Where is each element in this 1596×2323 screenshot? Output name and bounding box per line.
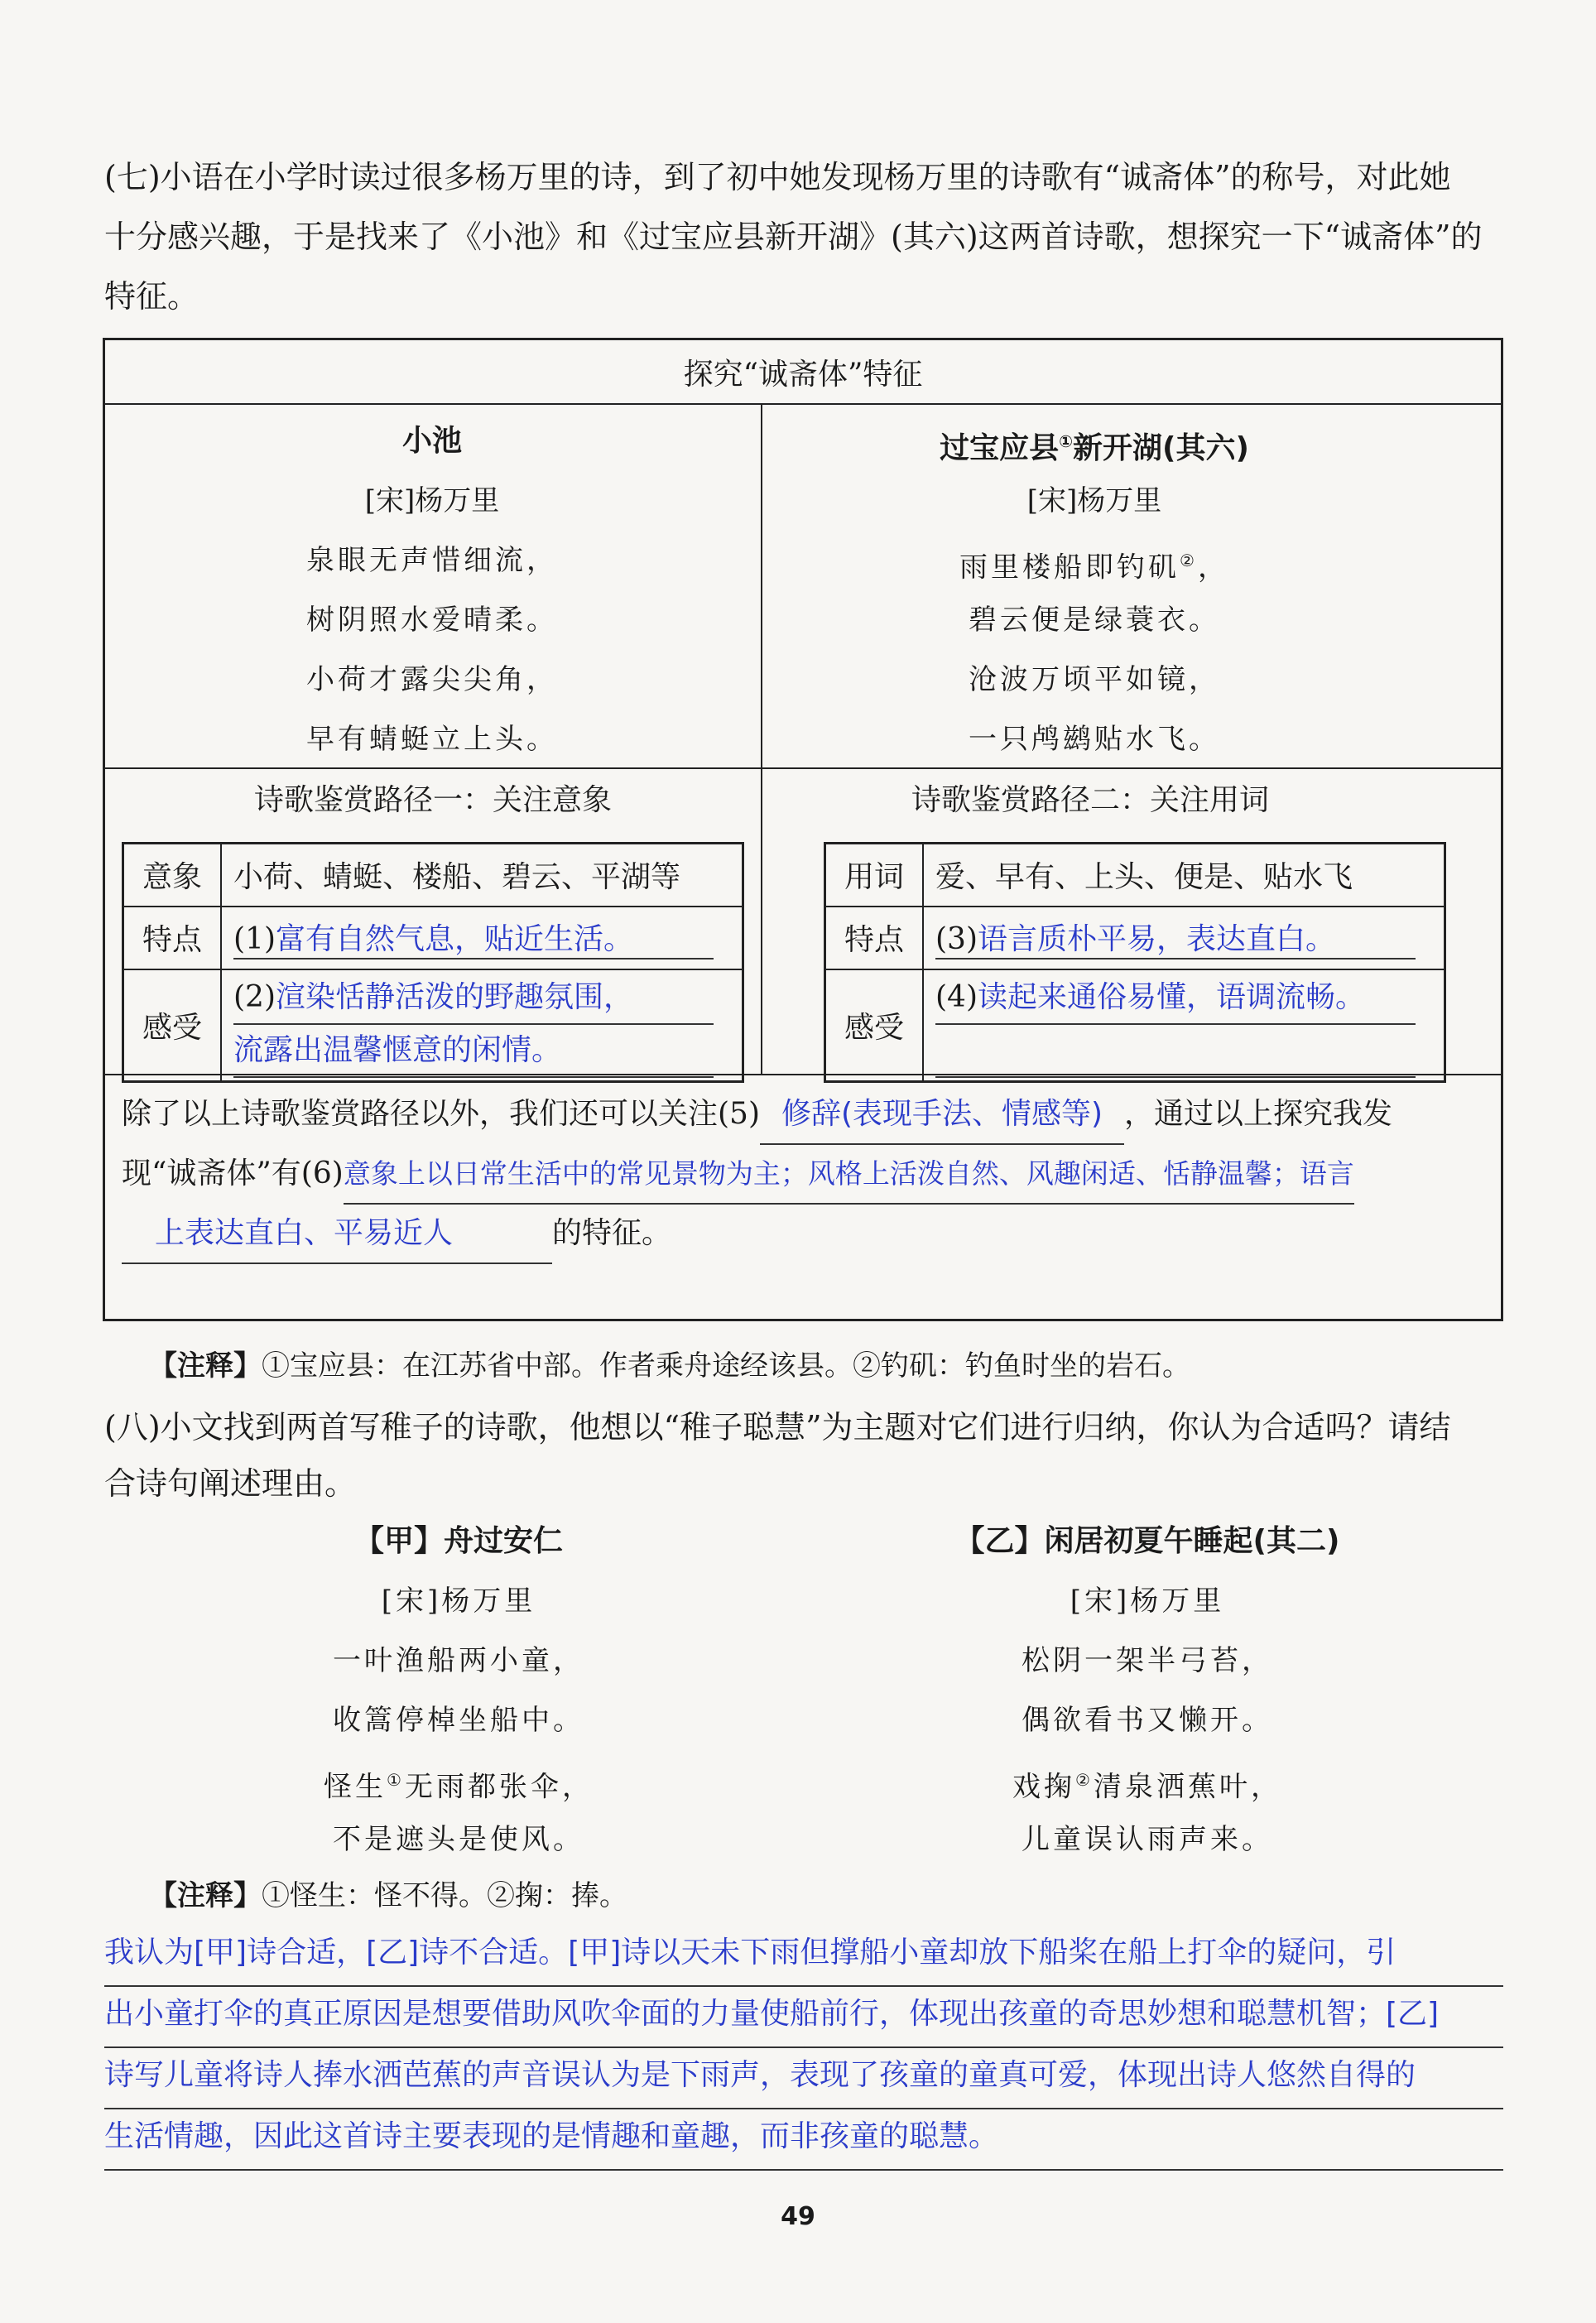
poem-title: 【甲】舟过安仁 [353, 1524, 563, 1558]
summary-text: ，通过以上探究我发 [1124, 1097, 1393, 1131]
summary-text: 的特征。 [552, 1216, 672, 1250]
row-key: 特点 [123, 907, 222, 969]
footnote-2 [149, 1873, 627, 1913]
poem-line: 早有蜻蜓立上头。 [306, 723, 558, 756]
answer-blank-4 [923, 969, 1445, 1082]
poem-xiaochi [105, 411, 759, 769]
poem-line: 泉眼无声惜细流， [306, 544, 558, 577]
poem-line [767, 531, 1421, 590]
q8-line: (八)小文找到两首写稚子的诗歌，他想以“稚子聪慧”为主题对它们进行归纳，你认为合适吗？请结 [104, 1409, 1451, 1445]
summary-paragraph [122, 1085, 1488, 1264]
poem-author: [宋]杨万里 [1070, 1585, 1225, 1618]
divider [761, 403, 762, 1074]
blank-number: (1) [233, 922, 276, 956]
poem-line: 小荷才露尖尖角， [306, 663, 558, 696]
answer-5: 修辞(表现手法、情感等) [781, 1097, 1103, 1131]
poem-line: 收篙停棹坐船中。 [333, 1704, 584, 1737]
answer-line: 生活情趣，因此这首诗主要表现的是情趣和童趣，而非孩童的聪慧。 [104, 2109, 1503, 2171]
summary-line-2 [122, 1145, 1488, 1205]
path2-heading: 诗歌鉴赏路径二：关注用词 [911, 783, 1269, 817]
path1-table [122, 842, 744, 1083]
row-key: 感受 [123, 969, 222, 1082]
exploration-table [103, 338, 1503, 1321]
path1-heading: 诗歌鉴赏路径一：关注意象 [253, 783, 612, 817]
poem-author: [宋]杨万里 [364, 484, 500, 517]
poem-line-part: ， [1197, 551, 1229, 584]
row-key: 意象 [123, 844, 222, 907]
poem-yi [858, 1512, 1437, 1869]
poem-author: [宋]杨万里 [1026, 484, 1162, 517]
note-label: 【注释】 [149, 1879, 262, 1912]
poem-title-part: 新开湖(其六) [1073, 431, 1249, 465]
footnote-marker: ② [1180, 551, 1198, 570]
word-list: 爱、早有、上头、便是、贴水飞 [923, 844, 1445, 907]
table-caption: 探究“诚斋体”特征 [683, 358, 923, 392]
answer-line: 出小童打伞的真正原因是想要借助风吹伞面的力量使船前行，体现出孩童的奇思妙想和聪慧机智；[乙] [104, 1987, 1503, 2048]
intro-line: 十分感兴趣，于是找来了《小池》和《过宝应县新开湖》(其六)这两首诗歌，想探究一下“诚斋体”的 [104, 219, 1483, 255]
intro-line: (七)小语在小学时读过很多杨万里的诗，到了初中她发现杨万里的诗歌有“诚斋体”的称号，对此她 [104, 159, 1451, 195]
row-key: 用词 [825, 844, 924, 907]
poem-line: 树阴照水爱晴柔。 [306, 604, 558, 637]
answer-text: 语言质朴平易，表达直白。 [978, 922, 1336, 956]
blank-number: (3) [935, 922, 978, 956]
answer-blank-2 [221, 969, 743, 1082]
question-8-answer [104, 1926, 1503, 2171]
answer-blank-1 [221, 907, 743, 969]
page-number: 49 [781, 2202, 815, 2231]
blank-number: (4) [935, 980, 978, 1015]
poem-author: [宋]杨万里 [381, 1585, 536, 1618]
poem-line-part: 怪生 [324, 1770, 387, 1804]
poem-line-part: 清泉洒蕉叶， [1093, 1770, 1282, 1804]
poem-line: 沧波万顷平如镜， [969, 663, 1220, 696]
answer-6: 意象上以日常生活中的常见景物为主；风格上活泼自然、风趣闲适、恬静温馨；语言 [343, 1157, 1354, 1190]
poem-line: 一只鸬鹚贴水飞。 [969, 723, 1220, 756]
answer-line: 诗写儿童将诗人捧水洒芭蕉的声音误认为是下雨声，表现了孩童的童真可爱，体现出诗人悠然自得的 [104, 2048, 1503, 2109]
q8-line: 合诗句阐述理由。 [104, 1465, 357, 1502]
poem-line: 一叶渔船两小童， [333, 1644, 584, 1677]
row-key: 感受 [825, 969, 924, 1082]
poem-line: 碧云便是绿蓑衣。 [969, 604, 1220, 637]
path2-table [824, 842, 1446, 1083]
footnote-1 [149, 1343, 1190, 1383]
answer-6-cont: 上表达直白、平易近人 [155, 1216, 454, 1250]
divider [105, 403, 1501, 405]
imagery-list: 小荷、蜻蜓、楼船、碧云、平湖等 [221, 844, 743, 907]
note-label: 【注释】 [149, 1349, 262, 1383]
poem-title [767, 411, 1421, 471]
note-text: ①宝应县：在江苏省中部。作者乘舟途经该县。②钓矶：钓鱼时坐的岩石。 [262, 1349, 1190, 1383]
footnote-marker: ② [1075, 1770, 1094, 1790]
poem-title-part: 过宝应县 [940, 431, 1060, 465]
answer-blank-3 [923, 907, 1445, 969]
poem-jia [169, 1512, 748, 1869]
summary-line-3 [122, 1205, 1488, 1264]
poem-title: 【乙】闲居初夏午睡起(其二) [954, 1524, 1340, 1558]
intro-line: 特征。 [104, 278, 200, 315]
poem-line: 松阴一架半弓苔， [1022, 1644, 1273, 1677]
poem-line [169, 1750, 748, 1810]
answer-text: 读起来通俗易懂，语调流畅。 [978, 980, 1366, 1015]
poem-title: 小池 [401, 424, 462, 458]
blank-number: (2) [233, 980, 276, 1015]
answer-text: 富有自然气息，贴近生活。 [276, 922, 634, 956]
poem-line-part: 戏掬 [1012, 1770, 1076, 1804]
answer-text: 渲染恬静活泼的野趣氛围， [276, 980, 634, 1015]
poem-line-part: 无雨都张伞， [404, 1770, 594, 1804]
question-7-intro [104, 147, 1512, 326]
poem-line-part: 雨里楼船即钓矶 [959, 551, 1180, 584]
divider [105, 1074, 1501, 1075]
poem-line: 儿童误认雨声来。 [1022, 1823, 1273, 1856]
summary-text: 除了以上诗歌鉴赏路径以外，我们还可以关注(5) [122, 1097, 760, 1131]
poem-line: 偶欲看书又懒开。 [1022, 1704, 1273, 1737]
summary-line-1 [122, 1085, 1488, 1145]
question-8-intro [104, 1399, 1512, 1512]
row-key: 特点 [825, 907, 924, 969]
footnote-marker: ① [387, 1770, 405, 1790]
poem-line: 不是遮头是使风。 [333, 1823, 584, 1856]
summary-text: 现“诚斋体”有(6) [122, 1157, 344, 1190]
note-text: ①怪生：怪不得。②掬：捧。 [262, 1879, 627, 1912]
answer-line: 我认为[甲]诗合适，[乙]诗不合适。[甲]诗以天未下雨但撑船小童却放下船桨在船上打伞的疑问，引 [104, 1926, 1503, 1987]
poem-baoying [767, 411, 1421, 769]
footnote-marker: ① [1059, 431, 1074, 451]
answer-text: 流露出温馨惬意的闲情。 [233, 1033, 562, 1068]
divider [105, 767, 1501, 769]
poem-line [858, 1750, 1437, 1810]
